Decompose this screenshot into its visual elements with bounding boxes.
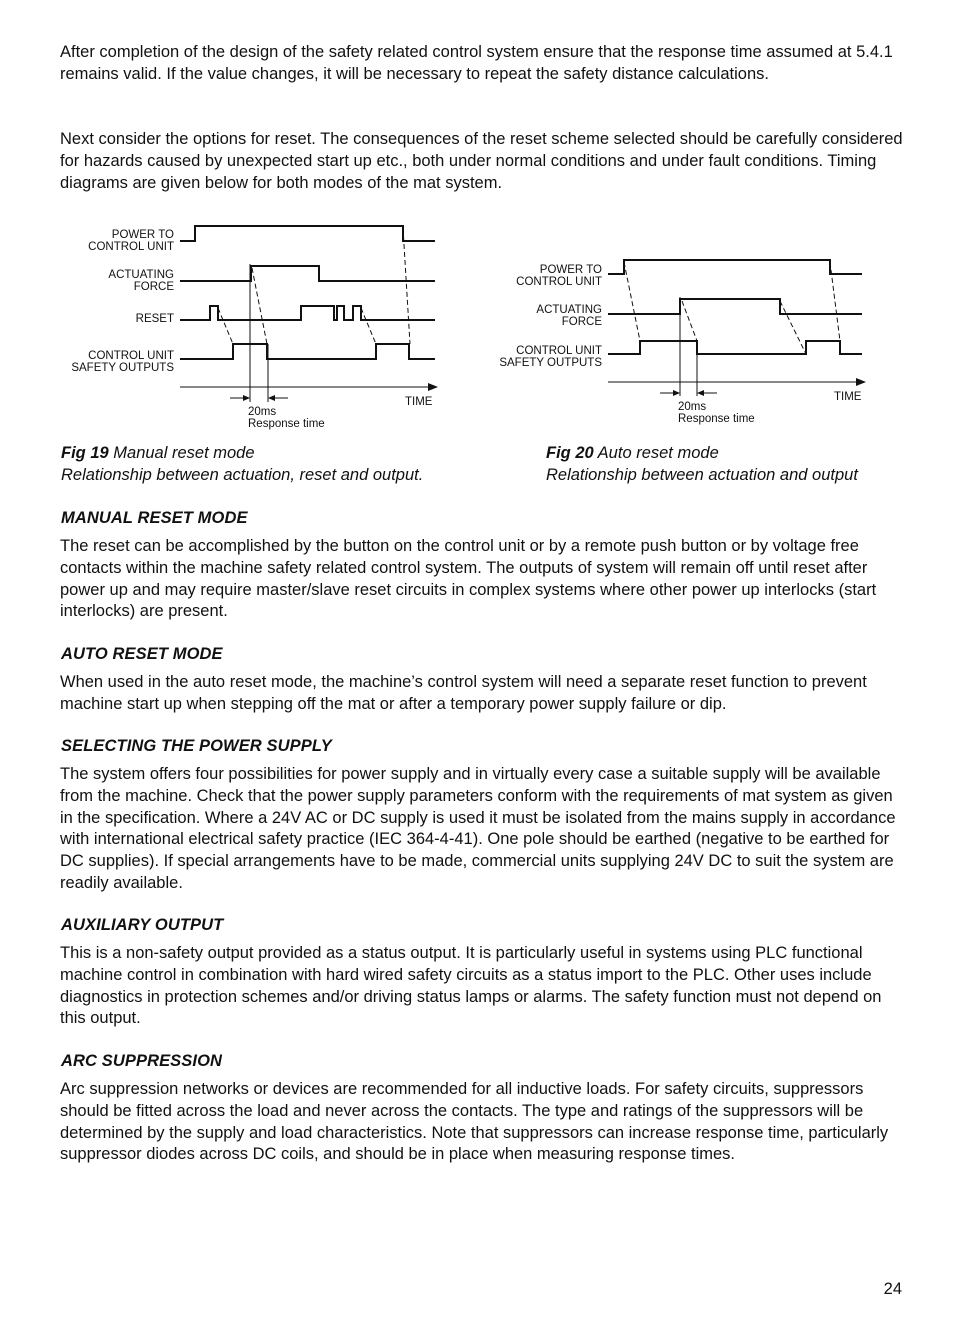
fig19-label-output-line2: SAFETY OUTPUTS	[71, 362, 174, 374]
fig19-label-time: TIME	[405, 396, 433, 408]
fig19-arrowhead-left	[243, 395, 250, 401]
fig20-dash-link	[682, 301, 697, 341]
fig19-label-power-line2: CONTROL UNIT	[88, 241, 174, 253]
fig19-label-output-line1: CONTROL UNIT	[88, 350, 174, 362]
fig19-arrowhead-right	[268, 395, 275, 401]
fig20-label-power-line2: CONTROL UNIT	[516, 276, 602, 288]
body-arc-suppression: Arc suppression networks or devices are recommended for all inductive loads. For safety circuits, suppressors should be fitted across the load and never across the contacts. The type and ratings of the suppressors will be determined by the supply and load characteristics. Note that suppressors can increase response time, particularly suppressor diodes across DC coils, and should be in place when measuring response times.	[60, 1080, 889, 1164]
body-manual-reset: The reset can be accomplished by the button on the control unit or by a remote push button or by voltage free contacts within the machine safety related control system. The outputs of system will remain off until reset after power up and may require master/slave reset circuits in complex systems where other power up interlocks (start interlocks) are present.	[60, 537, 877, 621]
body-auto-reset: When used in the auto reset mode, the machine’s control system will need a separate reset function to prevent machine start up when stepping off the mat or after a temporary power supply failure or dip.	[60, 673, 867, 713]
heading-manual-reset: MANUAL RESET MODE	[61, 509, 248, 527]
fig19-caption-title: Manual reset mode	[113, 444, 255, 462]
fig20-label-output-line2: SAFETY OUTPUTS	[499, 357, 602, 369]
fig19-dash-link	[218, 308, 233, 344]
fig19-caption	[61, 442, 423, 486]
fig20-caption-title: Auto reset mode	[597, 444, 719, 462]
fig20-dash-link	[624, 262, 640, 341]
fig20-label-20ms: 20ms	[678, 401, 707, 413]
fig20-dash-link	[780, 301, 806, 354]
page-number: 24	[883, 1280, 902, 1298]
intro-paragraph-1: After completion of the design of the safety related control system ensure that the response time assumed at 5.4.1 remains valid. If the value changes, it will be necessary to repeat the safety distance calculations.	[60, 43, 893, 83]
fig20-force-trace	[608, 299, 862, 314]
fig19-power-trace	[180, 226, 435, 241]
fig20-arrowhead-left	[673, 390, 680, 396]
heading-auxiliary-output: AUXILIARY OUTPUT	[61, 916, 224, 934]
fig19-dash-link	[361, 308, 376, 344]
fig20-caption-description: Relationship between actuation and output	[546, 466, 858, 484]
fig20-caption-number: Fig 20	[546, 444, 594, 462]
body-power-supply: The system offers four possibilities for power supply and in virtually every case a suitable supply will be available from the machine. Check that the power supply parameters conform with the requirements of mat system as given in the specification. Where a 24V AC or DC supply is used it must be isolated from the mains supply in accordance with international electrical safety practice (IEC 364-4-41). One pole should be earthed (negative to be earthed for DC supplies). If special arrangements have to be made, commercial units supplying 24V DC to suit the system are readily available.	[60, 765, 896, 892]
heading-power-supply: SELECTING THE POWER SUPPLY	[61, 737, 332, 755]
fig20-label-time: TIME	[834, 391, 862, 403]
fig19-label-20ms: 20ms	[248, 406, 277, 418]
fig20-output-trace	[608, 341, 862, 354]
body-auxiliary-output: This is a non-safety output provided as a status output. It is particularly useful in systems using PLC functional machine control in combination with hard wired safety circuits as a status import to the PLC. Other uses include diagnostics in protection schemes and/or driving status lamps or alarms. The safety function must not depend on this output.	[60, 944, 882, 1028]
heading-auto-reset: AUTO RESET MODE	[61, 645, 223, 663]
fig19-label-response-time: Response time	[248, 418, 325, 430]
fig19-label-force-line1: ACTUATING	[108, 269, 174, 281]
fig20-label-output-line1: CONTROL UNIT	[516, 345, 602, 357]
fig20-label-force-line1: ACTUATING	[536, 304, 602, 316]
fig20-arrowhead-right	[697, 390, 704, 396]
fig19-dash-link	[403, 228, 410, 344]
fig19-label-reset: RESET	[135, 313, 174, 325]
fig19-time-arrowhead	[428, 383, 438, 391]
fig19-label-force-line2: FORCE	[133, 281, 174, 293]
fig20-label-power-line1: POWER TO	[539, 264, 602, 276]
fig19-timing-diagram	[40, 215, 460, 435]
intro-paragraph-2: Next consider the options for reset. The consequences of the reset scheme selected should be carefully considered for hazards caused by unexpected start up etc., both under normal conditions and under fault conditions. Timing diagrams are given below for both modes of the mat system.	[60, 130, 903, 192]
fig19-output-trace	[180, 344, 435, 359]
fig20-power-trace	[608, 260, 862, 274]
heading-arc-suppression: ARC SUPPRESSION	[61, 1052, 223, 1070]
fig19-caption-number: Fig 19	[61, 444, 109, 462]
fig19-force-trace	[180, 266, 435, 281]
fig20-caption	[546, 442, 858, 486]
fig19-label-power-line1: POWER TO	[111, 229, 174, 241]
fig20-label-response-time: Response time	[678, 413, 755, 425]
fig19-dash-link	[252, 268, 267, 344]
fig20-timing-diagram	[470, 250, 880, 430]
fig19-caption-description: Relationship between actuation, reset and output.	[61, 466, 424, 484]
fig20-label-force-line2: FORCE	[561, 316, 602, 328]
fig20-time-arrowhead	[856, 378, 866, 386]
